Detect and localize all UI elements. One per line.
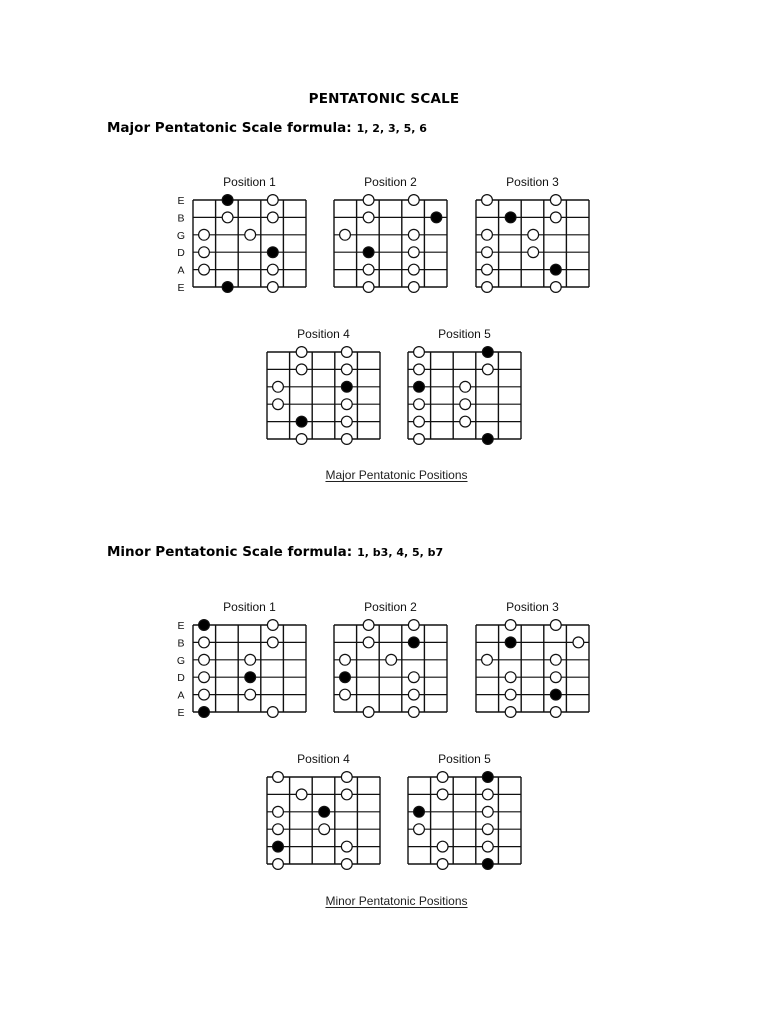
position-label: Position 2 [364,600,417,614]
position-label: Position 5 [438,327,491,341]
scale-note-dot [408,247,419,258]
scale-note-dot [245,229,256,240]
scale-note-dot [341,399,352,410]
root-note-dot [414,806,425,817]
scale-note-dot [408,689,419,700]
scale-note-dot [460,381,471,392]
position-label: Position 2 [364,175,417,189]
scale-note-dot [482,195,493,206]
root-note-dot [199,707,210,718]
scale-note-dot [408,707,419,718]
scale-note-dot [482,806,493,817]
string-name-label: B [177,212,185,225]
root-note-dot [363,247,374,258]
string-name-label: B [177,637,185,650]
string-name-label: E [177,282,185,294]
scale-note-dot [414,347,425,358]
minor-caption-text: Minor Pentatonic Positions [325,894,468,908]
root-note-dot [340,672,351,683]
scale-note-dot [363,620,374,631]
scale-note-dot [245,654,256,665]
scale-note-dot [363,212,374,223]
scale-note-dot [273,399,284,410]
scale-note-dot [505,707,516,718]
root-note-dot [482,347,493,358]
root-note-dot [199,620,210,631]
major-position-1-diagram [177,175,306,294]
root-note-dot [273,841,284,852]
string-name-label: G [176,229,186,242]
minor-position-2-diagram [334,600,447,717]
position-label: Position 1 [223,600,276,614]
scale-note-dot [341,416,352,427]
position-label: Position 3 [506,175,559,189]
scale-note-dot [199,247,210,258]
scale-note-dot [550,212,561,223]
scale-note-dot [267,620,278,631]
scale-note-dot [341,347,352,358]
scale-note-dot [550,672,561,683]
string-name-label: E [177,195,185,207]
minor-position-5-diagram [408,752,521,869]
scale-note-dot [408,264,419,275]
scale-note-dot [437,841,448,852]
scale-note-dot [273,859,284,870]
scale-note-dot [199,264,210,275]
scale-note-dot [340,654,351,665]
scale-note-dot [267,212,278,223]
scale-note-dot [273,772,284,783]
root-note-dot [505,212,516,223]
scale-note-dot [363,637,374,648]
root-note-dot [505,637,516,648]
string-name-label: E [177,620,185,632]
scale-note-dot [273,824,284,835]
scale-note-dot [267,264,278,275]
scale-note-dot [528,247,539,258]
root-note-dot [482,859,493,870]
scale-note-dot [199,672,210,683]
scale-note-dot [199,689,210,700]
string-name-label: D [177,672,185,685]
scale-note-dot [222,212,233,223]
scale-note-dot [482,841,493,852]
root-note-dot [267,247,278,258]
scale-note-dot [340,229,351,240]
string-name-label: E [177,707,185,719]
major-position-5-diagram [408,327,521,444]
scale-note-dot [408,229,419,240]
scale-note-dot [550,195,561,206]
scale-note-dot [363,282,374,293]
string-name-label: D [177,247,185,260]
scale-note-dot [341,364,352,375]
scale-note-dot [482,247,493,258]
scale-note-dot [482,264,493,275]
scale-note-dot [296,434,307,445]
root-note-dot [222,195,233,206]
root-note-dot [414,381,425,392]
scale-note-dot [340,689,351,700]
major-position-4-diagram [267,327,380,444]
scale-note-dot [482,364,493,375]
scale-note-dot [408,195,419,206]
scale-note-dot [460,399,471,410]
scale-note-dot [341,859,352,870]
scale-note-dot [460,416,471,427]
scale-note-dot [341,789,352,800]
scale-note-dot [296,364,307,375]
scale-note-dot [386,654,397,665]
page-title: PENTATONIC SCALE [308,91,460,107]
scale-note-dot [482,824,493,835]
scale-note-dot [482,282,493,293]
minor-position-1-diagram [177,600,306,719]
scale-note-dot [437,772,448,783]
scale-note-dot [273,806,284,817]
scale-note-dot [319,824,330,835]
string-name-label: G [176,654,186,667]
root-note-dot [482,434,493,445]
scale-note-dot [267,637,278,648]
scale-note-dot [341,772,352,783]
string-name-label: A [177,689,185,702]
scale-note-dot [199,654,210,665]
scale-note-dot [199,229,210,240]
minor-formula-label: Minor Pentatonic Scale formula: [107,544,353,560]
scale-note-dot [550,654,561,665]
scale-note-dot [414,824,425,835]
scale-note-dot [505,672,516,683]
scale-note-dot [341,434,352,445]
root-note-dot [482,772,493,783]
scale-note-dot [273,381,284,392]
scale-note-dot [408,672,419,683]
scale-note-dot [245,689,256,700]
root-note-dot [319,806,330,817]
string-name-label: A [177,264,185,277]
position-label: Position 1 [223,175,276,189]
root-note-dot [550,264,561,275]
root-note-dot [222,282,233,293]
scale-note-dot [505,620,516,631]
minor-formula-values: 1, b3, 4, 5, b7 [357,546,444,559]
scale-note-dot [363,264,374,275]
position-label: Position 4 [297,327,350,341]
scale-note-dot [414,434,425,445]
root-note-dot [550,689,561,700]
scale-note-dot [296,789,307,800]
scale-note-dot [267,707,278,718]
scale-note-dot [437,859,448,870]
scale-note-dot [296,347,307,358]
scale-note-dot [482,654,493,665]
major-position-3-diagram [476,175,589,292]
root-note-dot [408,637,419,648]
scale-note-dot [267,282,278,293]
position-label: Position 3 [506,600,559,614]
scale-note-dot [363,707,374,718]
scale-note-dot [550,707,561,718]
scale-note-dot [482,789,493,800]
scale-note-dot [528,229,539,240]
scale-note-dot [482,229,493,240]
minor-position-3-diagram [476,600,589,717]
scale-note-dot [267,195,278,206]
scale-note-dot [550,282,561,293]
scale-note-dot [550,620,561,631]
scale-note-dot [414,364,425,375]
root-note-dot [341,381,352,392]
position-label: Position 4 [297,752,350,766]
scale-note-dot [414,399,425,410]
root-note-dot [296,416,307,427]
scale-note-dot [408,282,419,293]
scale-note-dot [437,789,448,800]
scale-note-dot [408,620,419,631]
position-label: Position 5 [438,752,491,766]
scale-note-dot [363,195,374,206]
major-position-2-diagram [334,175,447,292]
scale-note-dot [505,689,516,700]
root-note-dot [431,212,442,223]
major-formula-label: Major Pentatonic Scale formula: [107,120,352,136]
root-note-dot [245,672,256,683]
scale-note-dot [573,637,584,648]
scale-note-dot [414,416,425,427]
scale-note-dot [199,637,210,648]
major-formula-values: 1, 2, 3, 5, 6 [356,122,427,135]
minor-position-4-diagram [267,752,380,869]
major-caption-text: Major Pentatonic Positions [325,468,468,482]
scale-note-dot [341,841,352,852]
